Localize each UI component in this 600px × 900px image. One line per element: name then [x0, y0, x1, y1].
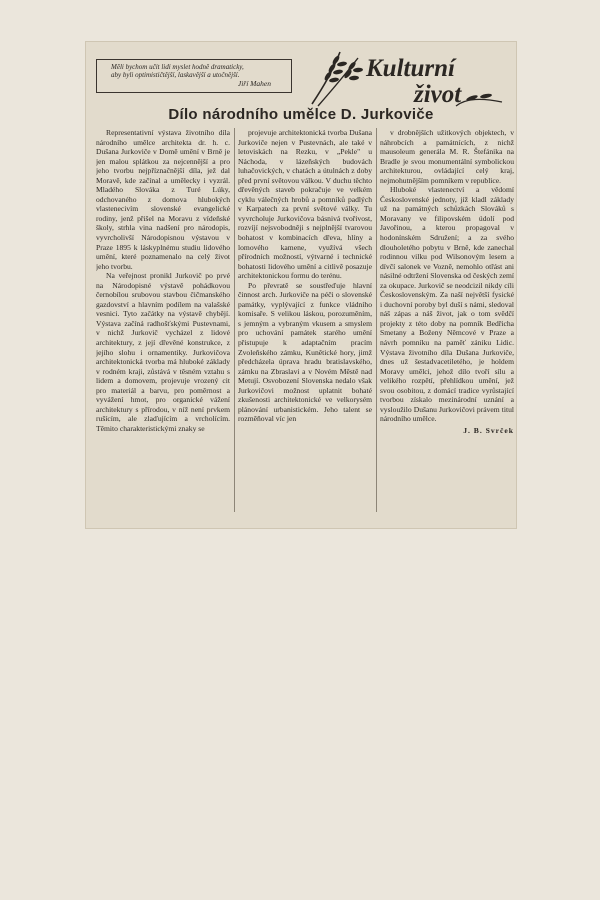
- section-title-line1: Kulturní: [366, 55, 455, 82]
- section-title-line2: život: [414, 81, 462, 108]
- paragraph: Representativní výstava životního díla národního umělce architekta dr. h. c. Dušana Jurkoviče v Domě umění v Brně je jen malou splátkou za nejcennější a pro jeho tvorbu nejpříznačnější díla, jež dal Moravě, kde začínal a umělecky i vyzrál. Mladého Slováka z Turé Lúky, odchovaného z domova hlubokých vlastenecivím slovenské evangelické rodiny, jenž přišel na Moravu z vídeňské školy, strhla vina nadšení pro národopis, vyvrcholivší Národopisnou výstavou v Praze 1895 k láskyplnému studiu lidového umění, které poznamenalo na celý život jeho tvorbu.: [96, 128, 230, 271]
- paragraph: Po převratě se soustřeďuje hlavní činnost arch. Jurkoviče na péči o slovenské památky, vyplývající z funkce vládního komisaře. S velikou láskou, porozuměním, s jemným a vybraným vkusem a smyslem pro uchování památek starého umění přistupuje k adaptačním pracím Zvoleňského zámku, Kunětické hory, jimž předcházela úprava hradu bratislavského, zámku na Zbraslavi a v Novém Městě nad Metují. Osvobození Slovenska nedalo však Jurkovičovi možnost uplatnit bohaté zkušenosti architektonické ve velkorysém plánování urbanistickém. Jeho talent se rozměňoval víc jen: [238, 280, 372, 424]
- article-column-2: [238, 128, 372, 518]
- newspaper-clipping: [86, 42, 516, 528]
- paragraph: v drobnějších užitkových objektech, v náhrobcích a památnících, z nichž mausoleum generála M. R. Štefánika na Bradle je svou monumentální symbolickou architekturou, ovládající celý kraj, nejmohutnějším pomníkem v republice.: [380, 128, 514, 185]
- quote-text: Měli bychom učit lidi myslet hodně dramaticky, aby byli optimističtější, laskavější a utočnější.: [111, 63, 244, 80]
- column-divider: [234, 128, 235, 512]
- author-signature: J. B. Svrček: [463, 425, 514, 435]
- paragraph: Hluboké vlastenectví a vědomí Československé jednoty, jíž kladl základy už na památných schůzkách Slováků s Moravany ve filipovském údolí pod Javořinou, a kterou propagoval v hodonínském Sdružení; a za svého dlouholetého pobytu v Brně, kde zanechal rodinnou vilku pod Wilsonovým lesem a dívčí salonek ve Vozně, nemohlo otřást ani násilné odtržení Slovenska od českých zemí za okupace. Jurkovič se neodcizil nikdy cíli Československým. Za naší největší fysické i duchovní poroby byl duší s námi, sledoval náš zápas a náš život, jak o tom svědčí projekty z této doby na pomník Bedřicha Smetany a Boženy Němcové v Praze a návrh pomníku na paměť zániku Lidic. Výstava životního díla Dušana Jurkoviče, dnes už šestadvacetiletého, je holdem Moravy umělci, jehož dílo tvoří sílu a velikého rozpětí, přehlídkou umění, jež svou osobitou, z domácí tradice vyrůstající tvorbou získalo mezinárodní uznání a vysloužilo Dušanu Jurkovičovi právem titul národního umělce.: [380, 185, 514, 424]
- article-title: Dílo národního umělce D. Jurkoviče: [168, 106, 434, 123]
- article-column-3: [380, 128, 514, 518]
- paragraph: projevuje architektonická tvorba Dušana Jurkoviče nejen v Pustevnách, ale také v letoviskách na Rezku, v „Pekle" u Náchoda, v lázeňských budovách luhačovických, v chatách a útulnách z doby před první světovou válkou. V duchu těchto dřevěných staveb pokračuje ve velkém cyklu válečných hrobů a pomníků padlých v Karpatech za první světové války. Tu vyvrcholuje Jurkovičova básnivá tvořivost, rozvíjí nejsvobodněji s nejplnější tvarovou bohatost v kombinacích dřeva, hlíny a lomového kamene, využívá všech přírodních možností, výtvarné i technické bohatosti lidového umění a citlivě posazuje architektonickou formu do terénu.: [238, 128, 372, 281]
- article-column-1: [96, 128, 230, 518]
- quote-author: Jiří Mahen: [237, 78, 271, 88]
- column-divider: [376, 128, 377, 512]
- paragraph: Na veřejnost pronikl Jurkovič po prvé na Národopisné výstavě pohádkovou černobílou srubovou stavbou čičmanského gazdovství a hlavním podílem na valašské vesnici. Tyto začátky na výstavě chybějí. Výstava začíná radhošťskými Pustevnami, v nichž Jurkovič vycházel z lidové architektury, z její dřevěné konstrukce, z jejího slohu i ornamentiky. Jurkovičova architektonická tvorba má hluboké základy v rodném kraji, zůstává v těsném vztahu s lidem a domovem, projevuje vrozený cit pro materiál a barvu, pro poměrnost a vyvážení hmot, pro organické vážení architektury s přírodou, v níž není prvkem rušícím, ale zlaďujícím a vrcholícím. Těmito charakteristickými znaky se: [96, 271, 230, 433]
- byline: [380, 426, 514, 436]
- section-heading-logo: [306, 46, 506, 110]
- quote-box: [96, 59, 292, 93]
